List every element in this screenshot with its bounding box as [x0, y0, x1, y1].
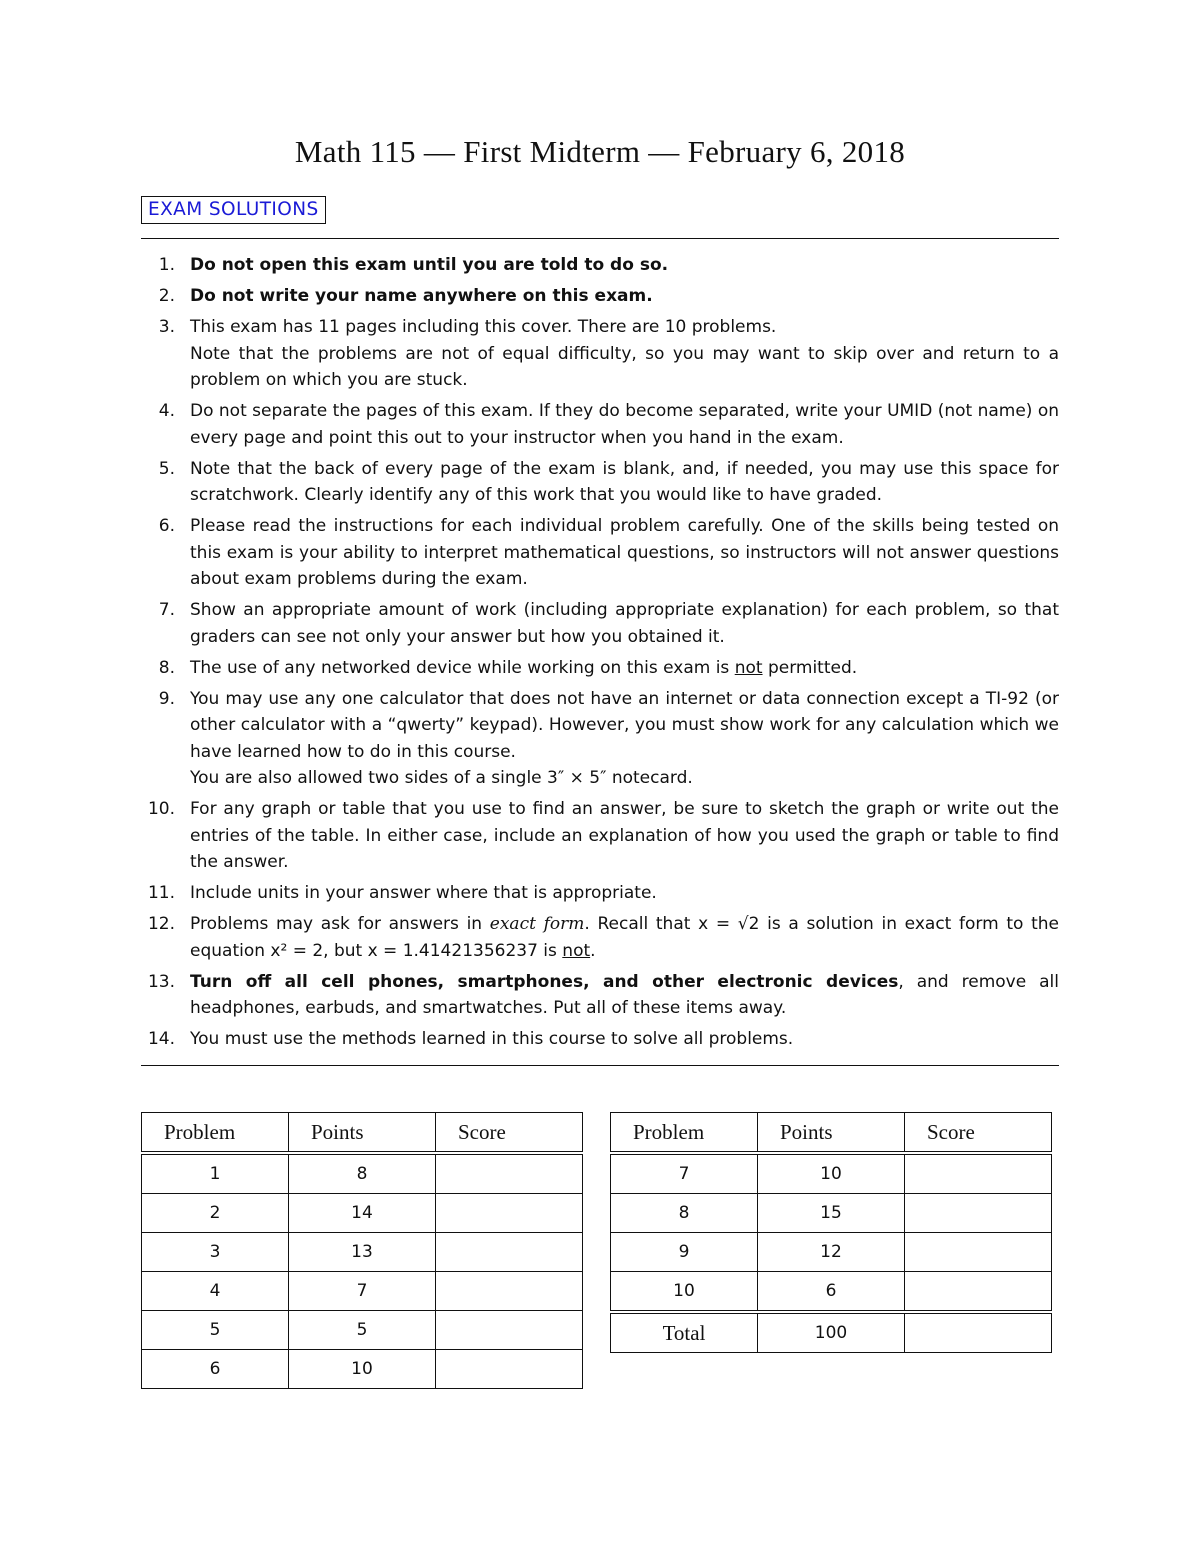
instruction-item: 9. You may use any one calculator that does not have an internet or data connection except a TI-92 (or other calculator with a “qwerty” keypad). However, you must show work for any calculation which we have learned how to do in this course. You are also allowed two sides of a single 3″ × 5″ notecard.: [141, 686, 1059, 792]
instruction-text: Please read the instructions for each individual problem carefully. One of the skills being tested on this exam is your ability to interpret mathematical questions, so instructors will not answer questions about exam problems during the exam.: [190, 516, 1059, 589]
column-header: Problem: [142, 1113, 289, 1154]
problem-number: 9: [611, 1233, 758, 1272]
score-cell: [905, 1194, 1052, 1233]
instruction-text: For any graph or table that you use to find an answer, be sure to sketch the graph or write out the entries of the table. In either case, include an explanation of how you used the graph or table to find the answer.: [190, 799, 1059, 872]
instruction-text: This exam has 11 pages including this cover. There are 10 problems.: [190, 317, 777, 337]
instruction-item: 7. Show an appropriate amount of work (including appropriate explanation) for each problem, so that graders can see not only your answer but how you obtained it.: [158, 600, 1059, 647]
instruction-text: Do not write your name anywhere on this exam.: [190, 286, 653, 306]
score-cell: [905, 1272, 1052, 1313]
instruction-text: Turn off all cell phones, smartphones, and other electronic devices: [190, 971, 899, 992]
table-row: [611, 1194, 1052, 1233]
instruction-text: Do not open this exam until you are told to do so.: [190, 255, 669, 275]
table-row: [611, 1272, 1052, 1313]
total-points: 100: [758, 1312, 905, 1353]
score-cell: [905, 1312, 1052, 1353]
instruction-text: You must use the methods learned in this course to solve all problems.: [190, 1029, 794, 1049]
score-cell: [436, 1233, 583, 1272]
instruction-item: 2. Do not write your name anywhere on this exam.: [158, 286, 653, 306]
instruction-item: 11. Include units in your answer where that is appropriate.: [147, 883, 657, 903]
problem-number: 5: [142, 1311, 289, 1350]
table-row: [611, 1153, 1052, 1194]
column-header: Score: [436, 1113, 583, 1154]
problem-number: 4: [142, 1272, 289, 1311]
table-row: [142, 1311, 583, 1350]
score-table-left: [141, 1112, 583, 1389]
score-cell: [436, 1153, 583, 1194]
instruction-text: Show an appropriate amount of work (including appropriate explanation) for each problem, so that graders can see not only your answer but how you obtained it.: [190, 600, 1059, 647]
table-row: [142, 1194, 583, 1233]
problem-points: 13: [289, 1233, 436, 1272]
problem-points: 10: [289, 1350, 436, 1389]
exam-solutions-badge: EXAM SOLUTIONS: [141, 196, 326, 224]
emphasis: exact form: [489, 914, 585, 934]
table-header-row: [611, 1113, 1052, 1154]
table-row: [142, 1233, 583, 1272]
score-cell: [436, 1194, 583, 1233]
table-row: [611, 1233, 1052, 1272]
table-row: [142, 1350, 583, 1389]
problem-number: 10: [611, 1272, 758, 1313]
column-header: Score: [905, 1113, 1052, 1154]
total-row: [611, 1312, 1052, 1353]
instruction-item: 3. This exam has 11 pages including this cover. There are 10 problems. Note that the problems are not of equal difficulty, so you may want to skip over and return to a problem on which you are stuck.: [141, 314, 1059, 394]
top-divider: [141, 238, 1059, 239]
problem-points: 14: [289, 1194, 436, 1233]
table-header-row: [142, 1113, 583, 1154]
problem-number: 6: [142, 1350, 289, 1389]
instruction-text: Problems may ask for answers in: [190, 914, 490, 934]
instruction-text: You are also allowed two sides of a single 3″ × 5″ notecard.: [190, 768, 693, 788]
problem-points: 12: [758, 1233, 905, 1272]
instruction-text: You may use any one calculator that does not have an internet or data connection except a TI-92 (or other calculator with a “qwerty” keypad). However, you must show work for any calculation which we have learned how to do in this course.: [190, 688, 1059, 762]
instruction-item: 4. Do not separate the pages of this exam. If they do become separated, write your UMID (not name) on every page and point this out to your instructor when you hand in the exam.: [158, 401, 1059, 448]
problem-number: 7: [611, 1153, 758, 1194]
instructions-list: [141, 252, 1059, 1057]
table-row: [142, 1153, 583, 1194]
problem-points: 10: [758, 1153, 905, 1194]
column-header: Points: [289, 1113, 436, 1154]
page-title: Math 115 — First Midterm — February 6, 2018: [294, 134, 906, 169]
problem-points: 8: [289, 1153, 436, 1194]
total-label: Total: [611, 1312, 758, 1353]
instruction-text: Do not separate the pages of this exam. If they do become separated, write your UMID (not name) on every page and point this out to your instructor when you hand in the exam.: [190, 401, 1059, 448]
column-header: Problem: [611, 1113, 758, 1154]
score-cell: [436, 1311, 583, 1350]
instruction-item: 12. Problems may ask for answers in exact form. Recall that x = √2 is a solution in exact form to the equation x² = 2, but x = 1.41421356237 is not.: [147, 914, 1059, 961]
instruction-text: Note that the back of every page of the exam is blank, and, if needed, you may use this space for scratchwork. Clearly identify any of this work that you would like to have graded.: [190, 458, 1059, 505]
problem-number: 3: [142, 1233, 289, 1272]
instruction-item: 5. Note that the back of every page of the exam is blank, and, if needed, you may use this space for scratchwork. Clearly identify any of this work that you would like to have graded.: [158, 458, 1059, 505]
score-cell: [905, 1233, 1052, 1272]
table-row: [142, 1272, 583, 1311]
problem-points: 15: [758, 1194, 905, 1233]
problem-points: 5: [289, 1311, 436, 1350]
problem-number: 1: [142, 1153, 289, 1194]
instruction-text: Note that the problems are not of equal difficulty, so you may want to skip over and return to a problem on which you are stuck.: [190, 343, 1059, 390]
instruction-item: 8. The use of any networked device while working on this exam is not permitted.: [158, 657, 858, 678]
instruction-item: 6. Please read the instructions for each individual problem carefully. One of the skills being tested on this exam is your ability to interpret mathematical questions, so instructors will not answer questions about exam problems during the exam.: [158, 516, 1059, 589]
score-cell: [905, 1153, 1052, 1194]
bottom-divider: [141, 1065, 1059, 1066]
problem-number: 8: [611, 1194, 758, 1233]
problem-points: 7: [289, 1272, 436, 1311]
instruction-item: 13. Turn off all cell phones, smartphones, and other electronic devices, and remove all headphones, earbuds, and smartwatches. Put all of these items away.: [147, 971, 1059, 1018]
instruction-text: Include units in your answer where that is appropriate.: [190, 883, 657, 903]
column-header: Points: [758, 1113, 905, 1154]
problem-points: 6: [758, 1272, 905, 1313]
instruction-item: 1. Do not open this exam until you are told to do so.: [158, 255, 669, 275]
problem-number: 2: [142, 1194, 289, 1233]
score-table-right: [610, 1112, 1052, 1353]
emphasis: not: [734, 657, 763, 678]
score-cell: [436, 1350, 583, 1389]
instruction-item: 14. You must use the methods learned in this course to solve all problems.: [147, 1029, 794, 1049]
instruction-item: 10. For any graph or table that you use to find an answer, be sure to sketch the graph or write out the entries of the table. In either case, include an explanation of how you used the graph or table to find the answer.: [147, 799, 1059, 872]
emphasis: not: [562, 940, 591, 961]
score-cell: [436, 1272, 583, 1311]
instruction-text: The use of any networked device while working on this exam is: [190, 657, 735, 678]
